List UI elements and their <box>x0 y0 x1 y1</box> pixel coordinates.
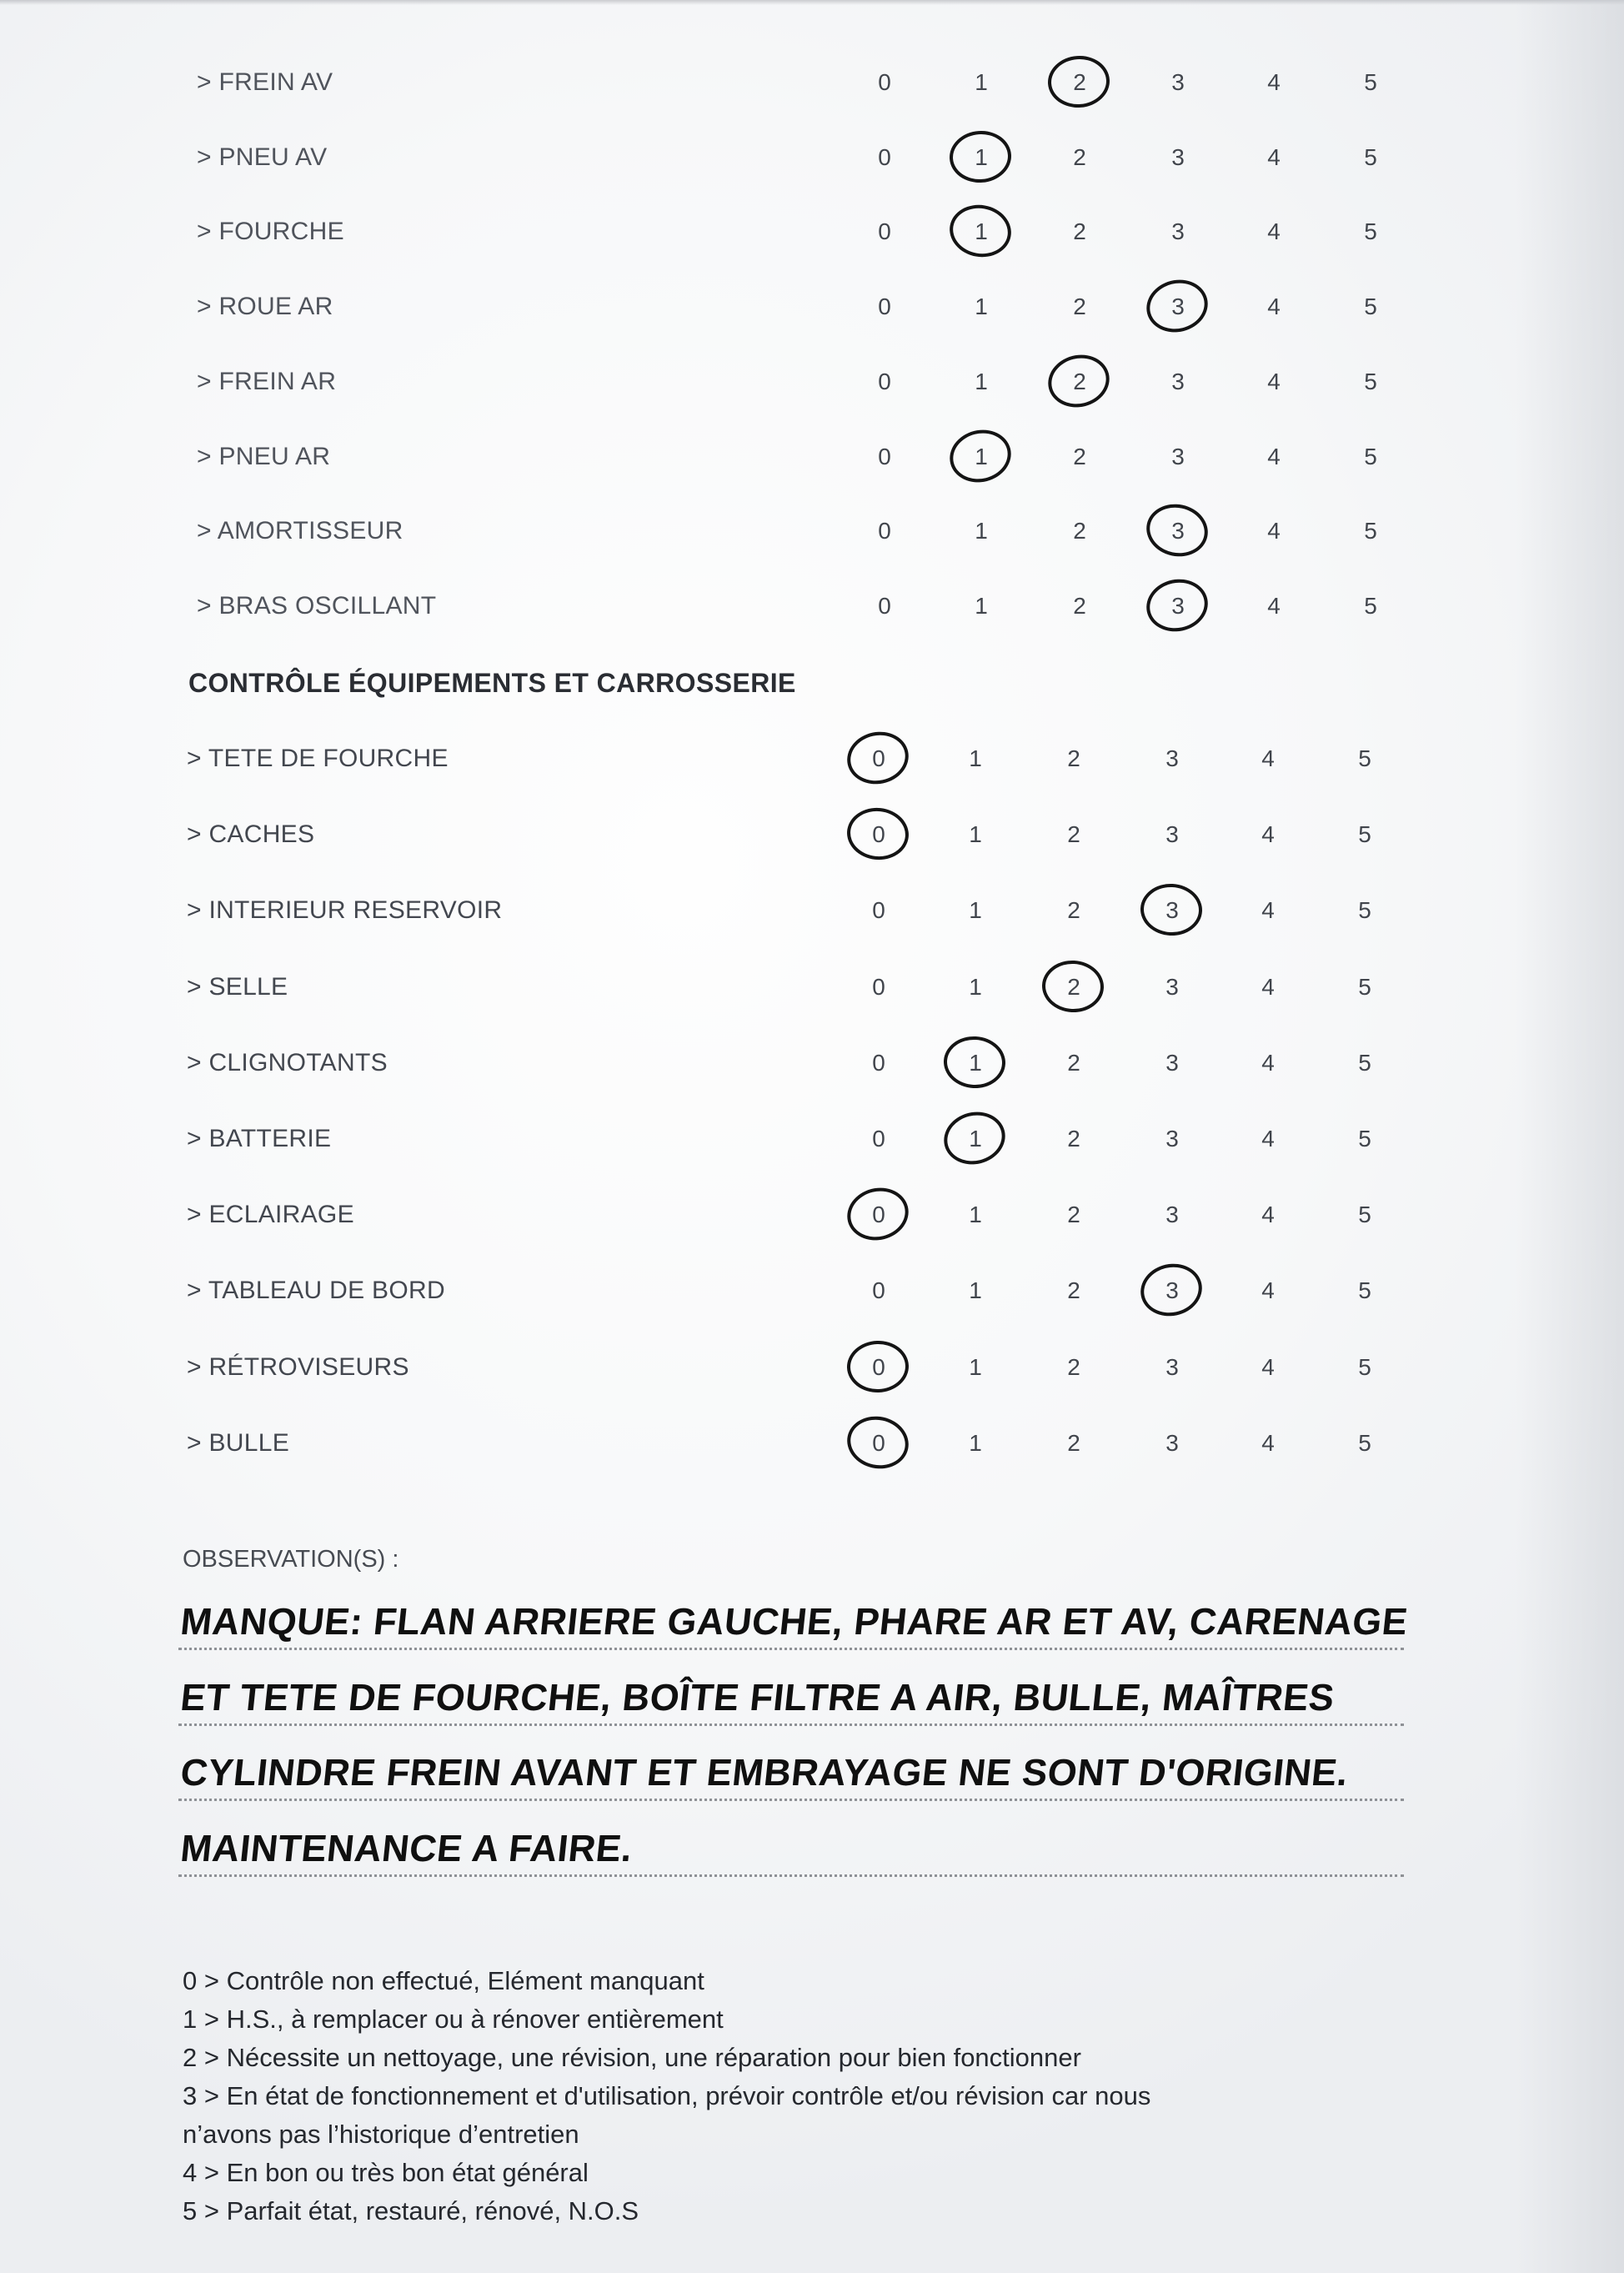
rating-option-4 <box>1243 968 1293 1006</box>
rating-option-number: 0 <box>872 897 885 924</box>
rating-option-1 <box>950 1348 1000 1387</box>
rating-option-5 <box>1346 213 1396 251</box>
rating-option-2 <box>1055 213 1105 251</box>
rating-option-number: 1 <box>969 973 982 1000</box>
rating-option-number: 3 <box>1165 1049 1179 1076</box>
rating-option-0 <box>860 138 910 177</box>
rating-option-number: 2 <box>1067 1277 1080 1304</box>
rating-option-5 <box>1346 138 1396 177</box>
observations-label: OBSERVATION(S) : <box>183 1546 399 1573</box>
rating-option-4 <box>1249 512 1299 550</box>
rating-option-number: 3 <box>1165 745 1179 771</box>
rating-option-3 <box>1153 63 1203 102</box>
rating-circle <box>939 1106 1011 1171</box>
rating-option-number: 2 <box>1067 1353 1080 1380</box>
rating-option-1 <box>950 740 1000 778</box>
observation-line <box>178 1670 1404 1726</box>
rating-circle <box>1139 882 1203 937</box>
rating-option-1 <box>950 1272 1000 1310</box>
rating-option-1 <box>956 138 1006 177</box>
legend-line: 5 > Parfait état, restauré, rénové, N.O.S <box>183 2196 639 2225</box>
rating-circle <box>948 128 1013 184</box>
rating-row <box>0 1424 1624 1463</box>
rating-option-3 <box>1153 138 1203 177</box>
rating-option-2 <box>1049 968 1099 1006</box>
rating-option-0 <box>854 891 904 930</box>
rating-option-5 <box>1346 438 1396 476</box>
rating-row <box>0 63 1624 102</box>
rating-option-3 <box>1153 512 1203 550</box>
rating-option-number: 4 <box>1261 1126 1275 1152</box>
rating-option-number: 3 <box>1165 1429 1179 1456</box>
legend-line: n’avons pas l’historique d’entretien <box>183 2120 579 2149</box>
rating-option-number: 5 <box>1358 1049 1371 1076</box>
row-label: > SELLE <box>187 972 288 1001</box>
rating-option-0 <box>854 1196 904 1234</box>
rating-option-number: 4 <box>1261 1277 1275 1304</box>
rating-option-3 <box>1147 891 1197 930</box>
rating-option-number: 3 <box>1171 143 1185 170</box>
rating-option-number: 1 <box>975 518 988 544</box>
rating-option-number: 3 <box>1165 973 1179 1000</box>
rating-option-number: 4 <box>1267 518 1281 544</box>
row-label: > INTERIEUR RESERVOIR <box>187 896 503 925</box>
row-label: > ECLAIRAGE <box>187 1201 354 1229</box>
rating-option-number: 2 <box>1073 218 1086 245</box>
rating-option-2 <box>1049 1424 1099 1463</box>
rating-option-3 <box>1153 288 1203 326</box>
rating-option-number: 0 <box>872 973 885 1000</box>
row-label: > FREIN AV <box>197 68 333 96</box>
observation-line <box>178 1594 1411 1650</box>
rating-circle <box>1141 273 1214 339</box>
rating-option-number: 0 <box>878 294 891 320</box>
rating-option-number: 4 <box>1267 143 1281 170</box>
rating-option-number: 4 <box>1261 821 1275 848</box>
rating-option-3 <box>1147 815 1197 854</box>
rating-option-number: 1 <box>969 1049 982 1076</box>
rating-option-number: 2 <box>1073 143 1086 170</box>
row-label: > CLIGNOTANTS <box>187 1048 388 1076</box>
rating-option-0 <box>860 363 910 401</box>
rating-option-number: 2 <box>1067 745 1080 771</box>
rating-option-number: 1 <box>975 218 988 245</box>
rating-circle <box>1046 53 1111 109</box>
observation-line <box>178 1745 1404 1801</box>
rating-option-number: 5 <box>1358 897 1371 924</box>
rating-option-number: 0 <box>872 1049 885 1076</box>
rating-option-number: 4 <box>1267 294 1281 320</box>
rating-option-number: 2 <box>1067 973 1080 1000</box>
rating-option-number: 4 <box>1261 897 1275 924</box>
rating-option-0 <box>854 1120 904 1158</box>
rating-option-4 <box>1243 1424 1293 1463</box>
rating-option-0 <box>854 815 904 854</box>
rating-option-number: 5 <box>1364 294 1377 320</box>
rating-option-1 <box>950 815 1000 854</box>
row-label: > ROUE AR <box>197 293 333 321</box>
legend-item <box>183 2154 1483 2192</box>
rating-circle <box>842 1411 913 1474</box>
rating-option-number: 0 <box>878 443 891 469</box>
rating-row <box>0 1120 1624 1158</box>
observation-line <box>178 1821 1404 1877</box>
legend-item <box>183 2077 1483 2154</box>
rating-option-number: 5 <box>1364 218 1377 245</box>
rating-option-4 <box>1243 815 1293 854</box>
rating-circle <box>1043 349 1115 414</box>
rating-option-4 <box>1249 63 1299 102</box>
rating-option-number: 5 <box>1364 518 1377 544</box>
rating-option-1 <box>950 1196 1000 1234</box>
rating-option-3 <box>1153 438 1203 476</box>
rating-option-1 <box>950 891 1000 930</box>
legend-item <box>183 2192 1483 2230</box>
rating-option-number: 5 <box>1358 1353 1371 1380</box>
rating-option-0 <box>854 740 904 778</box>
rating-circle <box>1135 1258 1206 1322</box>
rating-option-5 <box>1346 512 1396 550</box>
rating-option-number: 3 <box>1165 1353 1179 1380</box>
rating-option-number: 2 <box>1073 443 1086 469</box>
rating-option-3 <box>1147 1348 1197 1387</box>
rating-option-number: 2 <box>1067 1202 1080 1228</box>
rating-option-2 <box>1049 1272 1099 1310</box>
rating-option-number: 4 <box>1267 218 1281 245</box>
row-label: > BATTERIE <box>187 1125 332 1152</box>
rating-option-number: 2 <box>1073 518 1086 544</box>
row-label: > TETE DE FOURCHE <box>187 745 449 772</box>
rating-option-number: 5 <box>1364 443 1377 469</box>
rating-option-number: 1 <box>969 1353 982 1380</box>
legend-line: 1 > H.S., à remplacer ou à rénover entièrement <box>183 2005 724 2034</box>
rating-option-number: 0 <box>872 1353 885 1380</box>
rating-option-0 <box>854 1424 904 1463</box>
rating-option-number: 4 <box>1261 745 1275 771</box>
rating-circle <box>1040 959 1105 1014</box>
rating-option-number: 3 <box>1171 592 1185 619</box>
rating-option-4 <box>1243 1348 1293 1387</box>
rating-row <box>0 968 1624 1006</box>
rating-option-1 <box>956 587 1006 625</box>
rating-option-1 <box>950 1044 1000 1082</box>
rating-circle <box>1141 574 1212 637</box>
rating-row <box>0 891 1624 930</box>
rating-option-number: 3 <box>1165 897 1179 924</box>
rating-option-number: 5 <box>1364 592 1377 619</box>
rating-option-number: 4 <box>1261 973 1275 1000</box>
rating-option-3 <box>1147 1120 1197 1158</box>
rating-row <box>0 1044 1624 1082</box>
handwritten-text: MAINTENANCE A FAIRE. <box>178 1826 635 1869</box>
rating-option-number: 5 <box>1364 368 1377 394</box>
rating-option-3 <box>1147 1196 1197 1234</box>
rating-option-number: 2 <box>1073 592 1086 619</box>
rating-option-2 <box>1055 63 1105 102</box>
rating-option-number: 1 <box>969 745 982 771</box>
rating-option-number: 4 <box>1267 592 1281 619</box>
rating-option-1 <box>950 1424 1000 1463</box>
handwritten-text: CYLINDRE FREIN AVANT ET EMBRAYAGE NE SONT D'ORIGINE. <box>178 1751 1351 1794</box>
rating-option-number: 3 <box>1171 218 1185 245</box>
rating-row <box>0 815 1624 854</box>
rating-option-number: 5 <box>1358 821 1371 848</box>
rating-option-number: 4 <box>1261 1202 1275 1228</box>
rating-option-number: 3 <box>1171 518 1185 544</box>
rating-option-number: 0 <box>878 218 891 245</box>
rating-option-2 <box>1049 1044 1099 1082</box>
rating-option-1 <box>950 1120 1000 1158</box>
rating-option-number: 5 <box>1358 973 1371 1000</box>
rating-option-2 <box>1055 512 1105 550</box>
rating-option-1 <box>956 288 1006 326</box>
rating-option-4 <box>1249 138 1299 177</box>
rating-option-number: 5 <box>1364 69 1377 95</box>
rating-option-3 <box>1147 1272 1197 1310</box>
rating-option-2 <box>1049 1196 1099 1234</box>
legend-item <box>183 1962 1483 2000</box>
legend-line: 2 > Nécessite un nettoyage, une révision, une réparation pour bien fonctionner <box>183 2043 1081 2072</box>
rating-option-4 <box>1243 740 1293 778</box>
rating-row <box>0 138 1624 177</box>
rating-circle <box>942 1035 1006 1090</box>
section-title: CONTRÔLE ÉQUIPEMENTS ET CARROSSERIE <box>188 668 796 698</box>
rating-option-number: 5 <box>1358 1429 1371 1456</box>
row-label: > BULLE <box>187 1428 290 1457</box>
rating-option-2 <box>1055 363 1105 401</box>
rating-row <box>0 512 1624 550</box>
rating-option-number: 2 <box>1067 1429 1080 1456</box>
rating-option-number: 2 <box>1067 821 1080 848</box>
rating-option-5 <box>1340 1120 1390 1158</box>
rating-option-0 <box>860 512 910 550</box>
rating-option-5 <box>1346 363 1396 401</box>
rating-circle <box>845 805 911 862</box>
rating-row <box>0 1272 1624 1310</box>
rating-option-number: 4 <box>1267 69 1281 95</box>
rating-option-4 <box>1243 891 1293 930</box>
row-label: > RÉTROVISEURS <box>187 1352 409 1381</box>
rating-option-3 <box>1153 213 1203 251</box>
rating-option-2 <box>1049 891 1099 930</box>
rating-option-number: 5 <box>1358 1277 1371 1304</box>
rating-option-0 <box>854 1272 904 1310</box>
rating-option-1 <box>956 438 1006 476</box>
rating-option-number: 3 <box>1171 294 1185 320</box>
rating-option-4 <box>1243 1120 1293 1158</box>
rating-option-2 <box>1049 815 1099 854</box>
rating-option-5 <box>1340 968 1390 1006</box>
rating-option-number: 0 <box>878 143 891 170</box>
rating-option-3 <box>1153 587 1203 625</box>
rating-circle <box>945 200 1015 262</box>
rating-option-3 <box>1153 363 1203 401</box>
rating-option-number: 3 <box>1171 368 1185 394</box>
rating-option-5 <box>1346 587 1396 625</box>
rating-option-5 <box>1340 1348 1390 1387</box>
rating-option-2 <box>1055 438 1105 476</box>
rating-option-2 <box>1049 740 1099 778</box>
rating-option-0 <box>860 438 910 476</box>
rating-option-number: 1 <box>969 1429 982 1456</box>
rating-option-0 <box>860 213 910 251</box>
rating-option-number: 4 <box>1267 368 1281 394</box>
rating-option-0 <box>860 587 910 625</box>
rating-option-1 <box>956 213 1006 251</box>
rating-row <box>0 213 1624 251</box>
rating-option-number: 3 <box>1165 1126 1179 1152</box>
rating-option-number: 1 <box>969 1277 982 1304</box>
rating-option-5 <box>1340 891 1390 930</box>
rating-option-number: 0 <box>878 69 891 95</box>
rating-option-0 <box>854 968 904 1006</box>
rating-option-number: 2 <box>1073 294 1086 320</box>
rating-circle <box>842 1182 915 1247</box>
rating-circle <box>846 1339 910 1393</box>
rating-option-number: 1 <box>969 821 982 848</box>
rating-circle <box>842 726 913 790</box>
rating-option-number: 5 <box>1358 1126 1371 1152</box>
rating-option-number: 1 <box>969 897 982 924</box>
row-label: > CACHES <box>187 820 315 849</box>
rating-option-number: 1 <box>975 592 988 619</box>
rating-option-number: 5 <box>1358 1202 1371 1228</box>
rating-option-number: 2 <box>1067 1126 1080 1152</box>
rating-option-number: 3 <box>1165 1277 1179 1304</box>
rating-option-5 <box>1346 63 1396 102</box>
rating-option-number: 1 <box>969 1202 982 1228</box>
rating-option-5 <box>1340 1044 1390 1082</box>
rating-option-number: 0 <box>872 745 885 771</box>
rating-option-0 <box>854 1348 904 1387</box>
rating-row <box>0 1348 1624 1387</box>
rating-option-5 <box>1346 288 1396 326</box>
rating-option-number: 1 <box>975 443 988 469</box>
rating-option-1 <box>956 63 1006 102</box>
row-label: > AMORTISSEUR <box>197 517 403 545</box>
legend-line: 0 > Contrôle non effectué, Elément manquant <box>183 1966 704 1995</box>
legend-item <box>183 2039 1483 2077</box>
rating-option-number: 0 <box>872 1126 885 1152</box>
rating-option-3 <box>1147 740 1197 778</box>
rating-row <box>0 587 1624 625</box>
rating-option-number: 4 <box>1261 1049 1275 1076</box>
rating-option-3 <box>1147 1424 1197 1463</box>
rating-option-4 <box>1243 1044 1293 1082</box>
row-label: > FOURCHE <box>197 218 344 246</box>
rating-option-number: 3 <box>1165 821 1179 848</box>
rating-option-number: 2 <box>1067 1049 1080 1076</box>
row-label: > PNEU AR <box>197 442 331 470</box>
legend-line: 3 > En état de fonctionnement et d'utilisation, prévoir contrôle et/ou révision car nous <box>183 2081 1151 2110</box>
row-label: > PNEU AV <box>197 143 328 171</box>
rating-option-number: 0 <box>878 368 891 394</box>
rating-option-2 <box>1049 1348 1099 1387</box>
rating-option-number: 0 <box>878 518 891 544</box>
rating-option-number: 2 <box>1073 69 1086 95</box>
rating-option-number: 4 <box>1267 443 1281 469</box>
rating-option-0 <box>860 63 910 102</box>
rating-option-5 <box>1340 1272 1390 1310</box>
rating-option-2 <box>1049 1120 1099 1158</box>
handwritten-text: ET TETE DE FOURCHE, BOÎTE FILTRE A AIR, BULLE, MAÎTRES <box>178 1675 1337 1719</box>
rating-option-number: 2 <box>1067 897 1080 924</box>
rating-circle <box>945 423 1017 488</box>
row-label: > FREIN AR <box>197 367 337 395</box>
rating-option-number: 0 <box>872 821 885 848</box>
rating-option-4 <box>1243 1196 1293 1234</box>
rating-option-2 <box>1055 288 1105 326</box>
rating-option-4 <box>1249 438 1299 476</box>
rating-legend <box>183 1962 1483 2230</box>
rating-option-number: 2 <box>1073 368 1086 394</box>
rating-circle <box>1141 499 1212 562</box>
rating-option-number: 3 <box>1171 443 1185 469</box>
rating-option-number: 5 <box>1358 745 1371 771</box>
rating-option-0 <box>860 288 910 326</box>
rating-row <box>0 288 1624 326</box>
rating-option-number: 1 <box>975 368 988 394</box>
rating-row <box>0 438 1624 476</box>
rating-option-number: 0 <box>872 1429 885 1456</box>
rating-option-number: 4 <box>1261 1353 1275 1380</box>
rating-row <box>0 740 1624 778</box>
rating-option-3 <box>1147 968 1197 1006</box>
rating-option-4 <box>1249 213 1299 251</box>
rating-option-number: 5 <box>1364 143 1377 170</box>
rating-option-number: 1 <box>975 294 988 320</box>
rating-option-number: 1 <box>969 1126 982 1152</box>
legend-line: 4 > En bon ou très bon état général <box>183 2158 589 2187</box>
rating-option-5 <box>1340 740 1390 778</box>
rating-option-4 <box>1249 363 1299 401</box>
rating-row <box>0 1196 1624 1234</box>
rating-option-4 <box>1243 1272 1293 1310</box>
rating-option-5 <box>1340 1196 1390 1234</box>
row-label: > BRAS OSCILLANT <box>197 591 437 620</box>
legend-item <box>183 2000 1483 2039</box>
handwritten-text: MANQUE: FLAN ARRIERE GAUCHE, PHARE AR ET AV, CARENAGE <box>178 1600 1411 1643</box>
rating-row <box>0 363 1624 401</box>
rating-option-number: 1 <box>975 69 988 95</box>
rating-option-4 <box>1249 288 1299 326</box>
rating-option-number: 0 <box>878 592 891 619</box>
rating-option-1 <box>950 968 1000 1006</box>
rating-option-5 <box>1340 1424 1390 1463</box>
rating-option-1 <box>956 363 1006 401</box>
rating-option-3 <box>1147 1044 1197 1082</box>
rating-option-number: 0 <box>872 1202 885 1228</box>
rating-option-1 <box>956 512 1006 550</box>
rating-option-0 <box>854 1044 904 1082</box>
rating-option-number: 4 <box>1261 1429 1275 1456</box>
rating-option-2 <box>1055 587 1105 625</box>
rating-option-number: 0 <box>872 1277 885 1304</box>
rating-option-4 <box>1249 587 1299 625</box>
rating-option-2 <box>1055 138 1105 177</box>
rating-option-number: 3 <box>1171 69 1185 95</box>
rating-option-number: 1 <box>975 143 988 170</box>
rating-option-5 <box>1340 815 1390 854</box>
row-label: > TABLEAU DE BORD <box>187 1277 445 1305</box>
rating-option-number: 3 <box>1165 1202 1179 1228</box>
